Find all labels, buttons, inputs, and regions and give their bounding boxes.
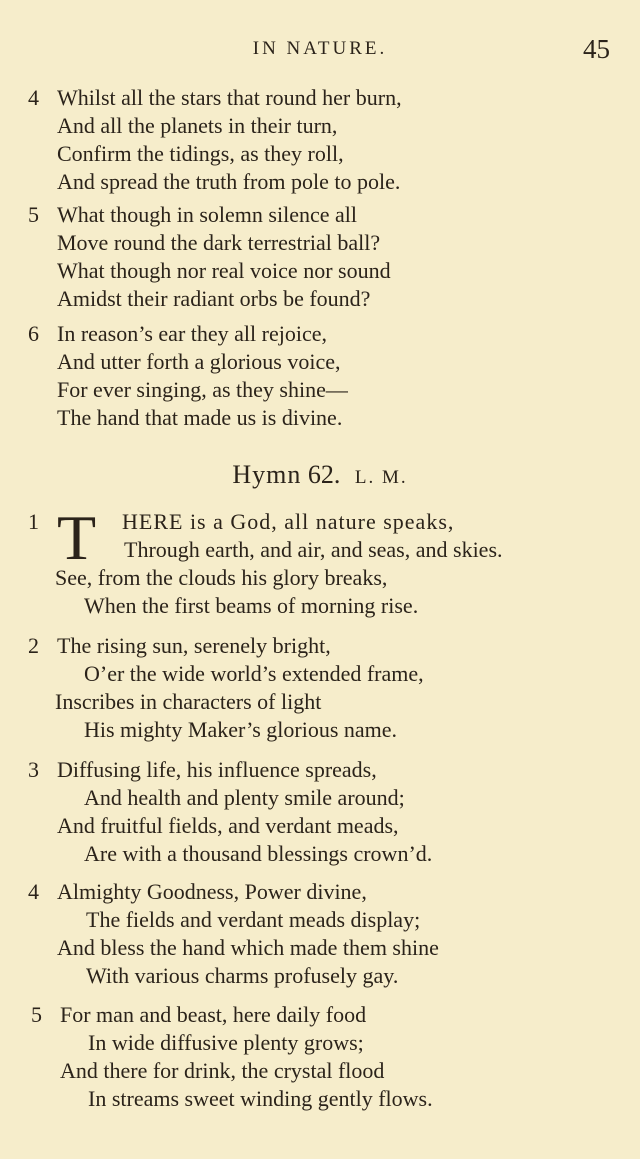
verse-line: With various charms profusely gay. [86,963,399,988]
hymn-heading [0,460,640,490]
verse-line: Inscribes in characters of light [55,689,322,714]
verse-line: And there for drink, the crystal flood [60,1058,385,1083]
verse-line: In reason’s ear they all rejoice, [57,321,327,346]
stanza-number: 6 [28,321,39,346]
verse-line: Through earth, and air, and seas, and skies. [124,537,503,562]
stanza-number: 1 [28,509,39,534]
verse-line: And bless the hand which made them shine [57,935,439,960]
hymn-label: Hymn [232,460,302,489]
verse-line: And fruitful fields, and verdant meads, [57,813,399,838]
stanza-number: 4 [28,85,39,110]
verse-line: Confirm the tidings, as they roll, [57,141,344,166]
verse-line: And all the planets in their turn, [57,113,338,138]
verse-line: And spread the truth from pole to pole. [57,169,401,194]
stanza-number: 2 [28,633,39,658]
verse-line: For ever singing, as they shine— [57,377,348,402]
stanza-number: 5 [31,1002,42,1027]
running-title: IN NATURE. [252,38,388,59]
verse-line: The fields and verdant meads display; [86,907,421,932]
verse-line: The rising sun, serenely bright, [57,633,331,658]
verse-line: HERE is a God, all nature speaks, [122,509,455,534]
verse-line: See, from the clouds his glory breaks, [55,565,388,590]
verse-line: Move round the dark terrestrial ball? [57,230,381,255]
verse-line: What though in solemn silence all [57,202,357,227]
verse-line: What though nor real voice nor sound [57,258,391,283]
verse-line: In wide diffusive plenty grows; [88,1030,364,1055]
verse-line: Are with a thousand blessings crown’d. [84,841,433,866]
verse-line: When the first beams of morning rise. [84,593,419,618]
running-head [0,36,640,68]
stanza-number: 3 [28,757,39,782]
verse-line: O’er the wide world’s extended frame, [84,661,424,686]
hymn-number: 62. [307,460,341,489]
verse-line: Diffusing life, his influence spreads, [57,757,377,782]
stanza-number: 5 [28,202,39,227]
verse-line: And utter forth a glorious voice, [57,349,341,374]
verse-line: For man and beast, here daily food [60,1002,367,1027]
verse-line: His mighty Maker’s glorious name. [84,717,398,742]
hymn-meter: L. M. [354,467,408,488]
drop-cap: T [57,502,97,573]
stanza-number: 4 [28,879,39,904]
verse-line: Amidst their radiant orbs be found? [57,286,371,311]
verse-line: Almighty Goodness, Power divine, [57,879,367,904]
verse-line: And health and plenty smile around; [84,785,405,810]
verse-line: The hand that made us is divine. [57,405,343,430]
verse-line: In streams sweet winding gently flows. [88,1086,433,1111]
page-number: 45 [583,34,610,64]
verse-line: Whilst all the stars that round her burn, [57,85,402,110]
